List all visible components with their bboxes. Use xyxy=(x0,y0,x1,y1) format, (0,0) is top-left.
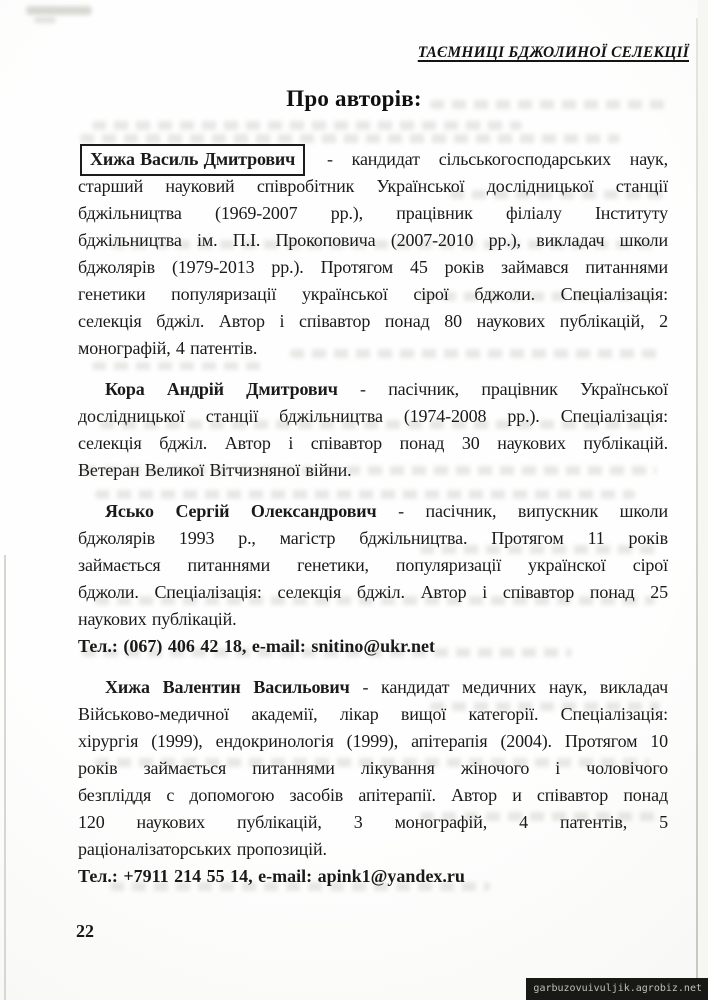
bio-line: бджоли. Спеціалізація: селекція бджіл. Автор і співавтор понад 25 xyxy=(78,582,668,602)
bio-line: раціоналізаторських пропозицій. xyxy=(78,839,327,859)
page-title: Про авторів: xyxy=(286,86,422,111)
author-name: Кора Андрій Дмитрович xyxy=(105,379,338,399)
author-name-box xyxy=(80,144,305,176)
watermark-badge: garbuzovuivuljik.agrobiz.net xyxy=(526,978,708,1000)
bio-line: 120 наукових публікацій, 3 монографій, 4 патентів, 5 xyxy=(78,812,668,832)
bio-line: хірургія (1999), ендокринологія (1999), апітерапія (2004). Протягом 10 xyxy=(78,731,668,751)
page-number: 22 xyxy=(76,921,94,941)
bio-line: селекція бджіл. Автор і співавтор понад 80 наукових публікацій, 2 xyxy=(78,311,668,331)
bio-line: бджільництва (1969-2007 рр.), працівник філіалу Інституту xyxy=(78,203,668,223)
bio-line: безпліддя с допомогою засобів апітерапії. Автор и співавтор понад xyxy=(78,785,668,805)
author-name: Хижа Валентин Васильович xyxy=(105,677,350,697)
bio-line-text: - пасічник, випускник школи xyxy=(398,501,668,521)
bio-line: старший науковий співробітник Української дослідницької станції xyxy=(78,176,668,196)
bio-line: наукових публікацій. xyxy=(78,609,237,629)
bio-line: бджолярів (1979-2013 рр.). Протягом 45 років займався питаннями xyxy=(78,257,668,277)
scan-smudge xyxy=(26,6,92,15)
author-bio-khyzha-vasyl xyxy=(78,146,668,362)
author-name: Ясько Сергій Олександрович xyxy=(105,501,377,521)
contact-line: Тел.: +7911 214 55 14, e-mail: apink1@yandex.ru xyxy=(78,866,465,886)
contact-line: Тел.: (067) 406 42 18, e-mail: snitino@ukr.net xyxy=(78,636,435,656)
bio-line: генетики популяризації української сірої бджоли. Спеціалізація: xyxy=(78,284,668,304)
author-name: Хижа Василь Дмитрович xyxy=(90,149,296,169)
bio-line: бджільництва ім. П.І. Прокоповича (2007-2010 рр.), викладач школи xyxy=(78,230,668,250)
bio-line xyxy=(78,674,668,701)
page-edge-line-right xyxy=(696,18,698,1000)
bio-line-text: - пасічник, працівник Української xyxy=(360,379,668,399)
author-bio-yasko-serhii xyxy=(78,498,668,660)
bio-line: займається питаннями генетики, популяризації українскої сірої xyxy=(78,555,668,575)
bio-line-text: - кандидат медичних наук, викладач xyxy=(362,677,668,697)
bleedthrough-smudge xyxy=(92,121,522,130)
bio-line: років займається питаннями лікування жіночого і чоловічого xyxy=(78,758,668,778)
bio-line xyxy=(78,498,668,525)
page-edge-strip xyxy=(698,0,708,1000)
bio-line-text: - кандидат сільськогосподарських наук, xyxy=(326,149,668,169)
bio-line: Ветеран Великої Вітчизняної війни. xyxy=(78,460,352,480)
page-edge-line-left xyxy=(4,555,6,1000)
bleedthrough-smudge xyxy=(80,134,620,143)
bio-line xyxy=(78,146,668,173)
about-authors-text xyxy=(78,146,668,904)
bio-line: монографій, 4 патентів. xyxy=(78,338,258,358)
bio-line: Військово-медичної академії, лікар вищої категорії. Спеціалізація: xyxy=(78,704,668,724)
author-bio-khyzha-valentyn xyxy=(78,674,668,890)
bio-line: дослідницької станції бджільництва (1974-2008 рр.). Спеціалізація: xyxy=(78,406,668,426)
scan-smudge xyxy=(34,17,56,23)
running-header: ТАЄМНИЦІ БДЖОЛИНОЇ СЕЛЕКЦІЇ xyxy=(417,44,689,61)
bio-line xyxy=(78,376,668,403)
bio-line: селекція бджіл. Автор і співавтор понад 30 наукових публікацій. xyxy=(78,433,668,453)
author-bio-kora-andrii xyxy=(78,376,668,484)
bio-line: бджолярів 1993 р., магістр бджільництва. Протягом 11 років xyxy=(78,528,668,548)
